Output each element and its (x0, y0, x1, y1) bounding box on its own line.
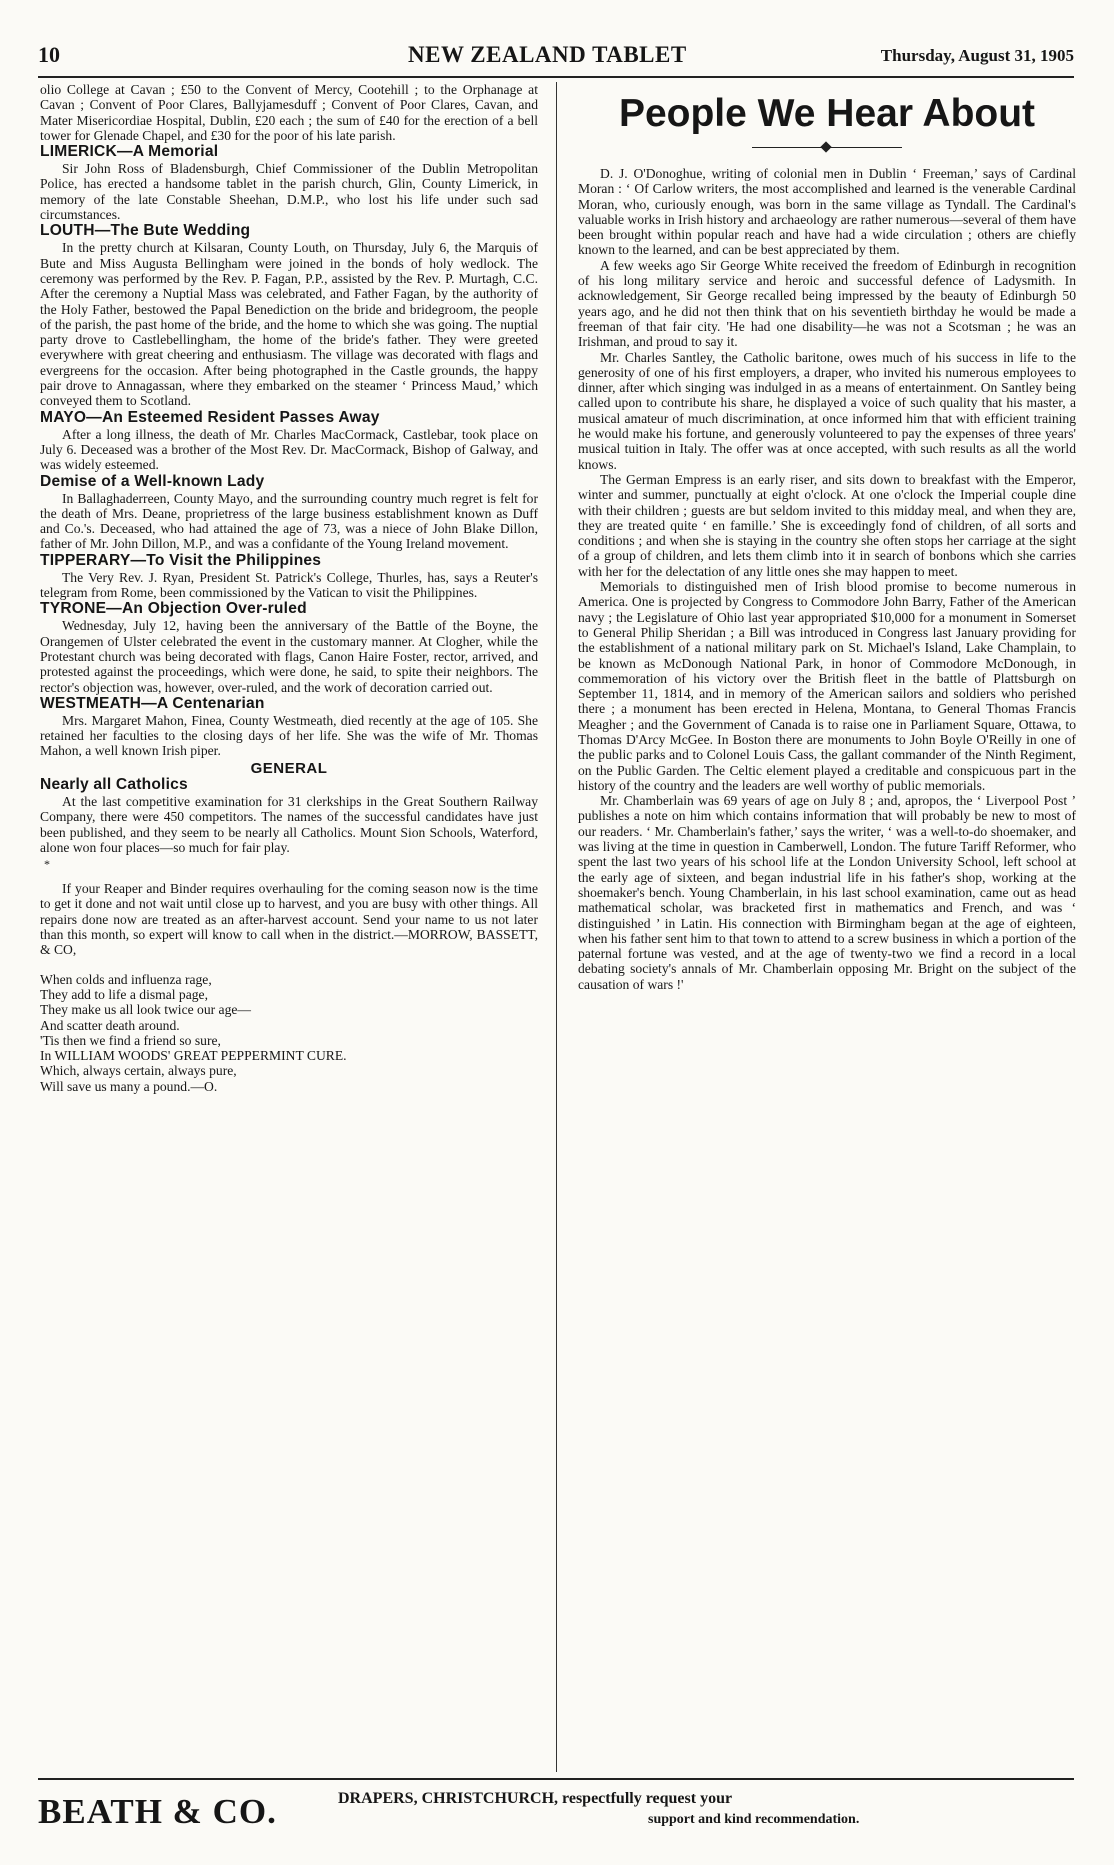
paragraph-george-white: A few weeks ago Sir George White received the freedom of Edinburgh in recognition of his long military service and heroic and successful defence of Ladysmith. In acknowledgement, Sir George recalled being impressed by the beauty of Edinburgh 50 years ago, and he did not then think that on his seventieth birthday he would be made a freeman of that fair city. 'He had one disability—he was not a Scotsman ; he was an Irishman, and proud to say it. (578, 257, 1076, 350)
page-number: 10 (38, 42, 60, 67)
masthead (38, 40, 1074, 78)
publication-title: NEW ZEALAND TABLET (408, 42, 687, 67)
catholics-body: At the last competitive examination for 31 clerkships in the Great Southern Railway Company, there were 450 competitors. The names of the successful candidates have just been published, and they seem to be nearly all Catholics. Mount Sion Schools, Waterford, alone won four places—so much for fair play. (40, 793, 538, 855)
feature-title: People We Hear About (618, 92, 1036, 135)
right-column (578, 82, 1076, 992)
catholics-heading: Nearly all Catholics (40, 775, 188, 793)
paragraph-cardinal-moran: D. J. O'Donoghue, writing of colonial men in Dublin ‘ Freeman,’ says of Cardinal Moran : ‘ Of Carlow writers, the most accomplished and learned is the venerable Cardinal Moran, who, curiously enough, was born in the same village as Tyndall. The Cardinal's valuable works in Irish history and archaeology are rather numerous—several of them have been brought within popular reach and have had a wide circulation ; others are chiefly known to the learned, and can be best appreciated by them. (578, 166, 1076, 258)
poem-line: And scatter death around. (40, 1017, 180, 1033)
tipperary-heading: TIPPERARY—To Visit the Philippines (40, 551, 322, 569)
column-divider (556, 82, 557, 1772)
left-column (40, 82, 538, 1094)
footer-advertisement (38, 1778, 1074, 1840)
footer-line-1: DRAPERS, CHRISTCHURCH, respectfully request your (338, 1790, 733, 1807)
peppermint-cure-poem (40, 972, 538, 1094)
separator-star: * (44, 857, 50, 872)
intro-paragraph: olio College at Cavan ; £50 to the Convent of Mercy, Cootehill ; to the Orphanage at Cavan ; Convent of Poor Clares, Ballyjamesduff ; Convent of Poor Clares, Cavan, and Mater Misericordiae Hospital, Dublin, £20 each ; the sum of £40 for the erection of a bell tower for Glenade Chapel, and £30 for the poor of his late parish. (40, 82, 538, 143)
louth-heading: LOUTH—The Bute Wedding (40, 222, 251, 240)
paragraph-charles-santley: Mr. Charles Santley, the Catholic baritone, owes much of his success in life to the generosity of one of his first employers, a draper, who invited his numerous employees to dinner, after which singing was indulged in as a means of entertainment. On Santley being called upon to contribute his share, he displayed a voice of such quality that his master, a musical amateur of much discrimination, at once informed him that with efficient training he would make his fortune, and generously volunteered to pay the expenses of three years' musical tuition in Italy. The offer was at once accepted, with such results as all the world knows. (578, 349, 1076, 472)
demise-heading: Demise of a Well-known Lady (40, 472, 265, 490)
westmeath-heading: WESTMEATH—A Centenarian (40, 694, 265, 712)
diamond-ornament-icon (820, 141, 831, 152)
poem-line: In WILLIAM WOODS' GREAT PEPPERMINT CURE. (40, 1048, 347, 1064)
general-heading: GENERAL (250, 759, 328, 777)
paragraph-chamberlain: Mr. Chamberlain was 69 years of age on July 8 ; and, apropos, the ‘ Liverpool Post ’ publishes a note on him which contains information that will probably be new to most of our readers. ‘ Mr. Chamberlain's father,’ says the writer, ‘ was a well-to-do shoemaker, and was living at the time in question in Camberwell, London. The future Tariff Reformer, who spent the last two years of his school life at the London University School, left school at the early age of sixteen, and began industrial life in his father's shop, working at the shoemaker's bench. Young Chamberlain, in his last school examination, came out as head mathematical scholar, was bracketed first in mathematics and French, and was ‘ distinguished ’ in Latin. His connection with Birmingham began at the age of eighteen, when his father sent him to that town to attend to a screw business in which a portion of the paternal fortune was vested, and at the age of twenty-two we find a record in a local debating society's annals of Mr. Chamberlain opposing Mr. Bright on the subject of the causation of wars !' (578, 793, 1076, 992)
issue-date: Thursday, August 31, 1905 (880, 46, 1074, 65)
limerick-heading: LIMERICK—A Memorial (40, 143, 219, 161)
mayo-body: After a long illness, the death of Mr. Charles MacCormack, Castlebar, took place on July 6. Deceased was a brother of the Most Rev. Dr. MacCormack, Bishop of Galway, and was widely esteemed. (40, 426, 538, 473)
poem-line: Which, always certain, always pure, (40, 1063, 237, 1079)
footer-line-2: support and kind recommendation. (648, 1812, 860, 1827)
paragraph-german-empress: The German Empress is an early riser, and sits down to breakfast with the Emperor, winter and summer, punctually at eight o'clock. At one o'clock the Imperial couple dine with their children ; guests are but seldom invited to this midday meal, and when they are, they are treated quite ‘ en famille.’ She is exceedingly fond of children, of all sorts and conditions ; and when she is staying in the country she often stops her carriage at the sight of a group of children, and lets them climb into it in search of bonbons which she carries with her for the delectation of any little ones she may happen to meet. (578, 471, 1076, 579)
poem-line: When colds and influenza rage, (40, 971, 212, 987)
poem-line: They add to life a dismal page, (40, 986, 208, 1002)
tyrone-body: Wednesday, July 12, having been the anniversary of the Battle of the Boyne, the Orangemen of Ulster celebrated the event in the customary manner. At Clogher, while the Protestant church was being decorated with flags, Canon Haire Foster, rector, arrived, and protested against the proceedings, which were done, he said, to spite their neighbors. The rector's objection was, however, over-ruled, and the work of decoration carried out. (40, 618, 538, 695)
footer-brand: BEATH & CO. (38, 1792, 277, 1831)
reaper-notice: If your Reaper and Binder requires overhauling for the coming season now is the time to get it done and not wait until close up to harvest, and you are busy with other things. All repairs done now are treated as an after-harvest account. Send your name to us not later than this month, so expert will know to call when in the district.—MORROW, BASSETT, & CO, (40, 881, 538, 958)
poem-line: Will save us many a pound.—O. (40, 1078, 218, 1094)
mayo-heading: MAYO—An Esteemed Resident Passes Away (40, 408, 380, 426)
poem-line: 'Tis then we find a friend so sure, (40, 1032, 221, 1048)
limerick-body: Sir John Ross of Bladensburgh, Chief Commissioner of the Dublin Metropolitan Police, has erected a handsome tablet in the parish church, Glin, County Limerick, in memory of the late Constable Sheehan, D.M.P., who lost his life under such sad circumstances. (40, 161, 538, 223)
paragraph-memorials: Memorials to distinguished men of Irish blood promise to become numerous in America. One is projected by Congress to Commodore John Barry, Father of the American navy ; the Legislature of Ohio last year appropriated $10,000 for a monument in Somerset to General Philip Sheridan ; a Bill was introduced in Congress last January providing for the establishment of a national military park on St. Michael's Island, Lake Champlain, to be known as McDonough National Park, in honor of Commodore McDonough, in commemoration of his victory over the British fleet in the battle of Plattsburgh on September 11, 1814, and in memory of the American sailors and soldiers who perished there ; a monument has been erected in Helena, Montana, to General Thomas Francis Meagher ; and the Government of Canada is to raise one in Parliament Square, Ottawa, to Thomas D'Arcy McGee. In Boston there are monuments to John Boyle O'Reilly in one of the public parks and to Colonel Louis Cass, the gallant commander of the Ninth Regiment, on the Public Garden. The Celtic element played a creditable and conspicuous part in the history of the country and the leaders are well worthy of public memorials. (578, 579, 1076, 793)
ornamental-rule (752, 142, 902, 154)
tipperary-body: The Very Rev. J. Ryan, President St. Patrick's College, Thurles, has, says a Reuter's telegram from Rome, been commissioned by the Vatican to visit the Philippines. (40, 569, 538, 601)
westmeath-body: Mrs. Margaret Mahon, Finea, County Westmeath, died recently at the age of 105. She retained her faculties to the closing days of her life. She was the wife of Mr. Thomas Mahon, a well known Irish piper. (40, 712, 538, 759)
tyrone-heading: TYRONE—An Objection Over-ruled (40, 600, 307, 618)
louth-body: In the pretty church at Kilsaran, County Louth, on Thursday, July 6, the Marquis of Bute and Miss Augusta Bellingham were joined in the bonds of holy wedlock. The ceremony was performed by the Rev. P. Fagan, P.P., assisted by the Rev. P. Murtagh, C.C. After the ceremony a Nuptial Mass was celebrated, and Father Fagan, by the authority of the Holy Father, bestowed the Papal Benediction on the bride and bridegroom, the people of the parish, the past home of the bride, and the home to which she was going. The nuptial party drove to Castlebellingham, the home of the bride's father. They were greeted everywhere with great cheering and enthusiasm. The village was decorated with flags and evergreens for the occasion. After being photographed in the Castle grounds, the happy pair drove to Annagassan, where they embarked on the steamer ‘ Princess Maud,’ which conveyed them to Scotland. (40, 240, 538, 409)
demise-body: In Ballaghaderreen, County Mayo, and the surrounding country much regret is felt for the death of Mrs. Deane, proprietress of the large business establishment known as Duff and Co.'s. Deceased, who had attained the age of 73, was a niece of John Blake Dillon, father of Mr. John Dillon, M.P., and was a confidante of the Young Ireland movement. (40, 490, 538, 552)
poem-line: They make us all look twice our age— (40, 1002, 252, 1018)
